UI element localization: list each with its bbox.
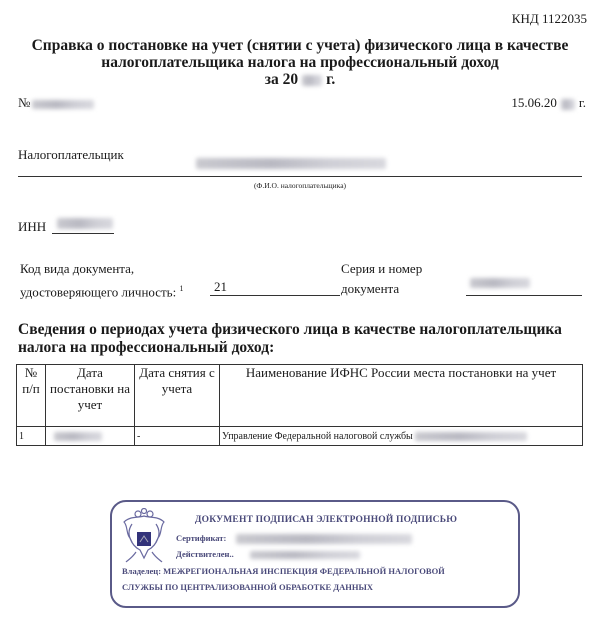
taxpayer-caption: (Ф.И.О. налогоплательщика) [253, 181, 347, 190]
document-code-label-line-2 [20, 279, 183, 302]
periods-title-line-2: налога на профессиональный доход: [18, 339, 275, 356]
redacted-year [302, 75, 322, 86]
periods-title-line-1: Сведения о периодах учета физического лица в качестве налогоплательщика [18, 321, 562, 338]
table-header-row [17, 365, 583, 427]
inn-underline [52, 233, 114, 234]
document-series-underline [466, 295, 582, 296]
document-code-label [20, 259, 183, 302]
title-line-3 [0, 71, 600, 88]
column-header-registration-date: Дата постановки на учет [46, 365, 135, 427]
series-label-line-2: документа [341, 281, 400, 296]
document-series-label [341, 259, 422, 299]
table-row [17, 427, 583, 446]
inn-label: ИНН [18, 219, 47, 234]
date-suffix: г. [578, 95, 586, 110]
document-code-label-text: удостоверяющего личность: [20, 284, 177, 300]
valid-row [176, 549, 360, 559]
redacted-certificate [236, 534, 412, 544]
title-line-1: Справка о постановке на учет (снятии с учета) физического лица в качестве [31, 37, 569, 54]
redacted-date-year [561, 99, 575, 110]
cell-ifns-name [220, 427, 583, 446]
footnote-marker: 1 [179, 284, 184, 293]
document-code-label-line-1: Код вида документа, [20, 261, 135, 276]
document-title [0, 37, 600, 88]
redacted-number [32, 100, 94, 109]
redacted-validity [250, 551, 360, 559]
redacted-inn [57, 218, 113, 229]
cell-number: 1 [17, 427, 46, 446]
electronic-signature-stamp [110, 500, 520, 608]
redacted-taxpayer-name [196, 158, 386, 169]
knd-code: КНД 1122035 [511, 11, 587, 26]
owner-line-1: Владелец: МЕЖРЕГИОНАЛЬНАЯ ИНСПЕКЦИЯ ФЕДЕРАЛЬНОЙ НАЛОГОВОЙ [122, 566, 445, 576]
column-header-number: № п/п [17, 365, 46, 427]
certificate-label: Сертификат: [176, 533, 227, 543]
owner-line-2: СЛУЖБЫ ПО ЦЕНТРАЛИЗОВАННОЙ ОБРАБОТКЕ ДАННЫХ [122, 582, 374, 592]
periods-section-title [18, 321, 598, 357]
cell-deregistration-date: - [135, 427, 220, 446]
document-code-value: 21 [214, 279, 227, 294]
stamp-title: ДОКУМЕНТ ПОДПИСАН ЭЛЕКТРОННОЙ ПОДПИСЬЮ [194, 515, 458, 525]
title-year-suffix: г. [326, 71, 336, 88]
owner-text [122, 563, 512, 595]
taxpayer-label: Налогоплательщик [18, 147, 124, 162]
taxpayer-underline [18, 176, 582, 177]
cell-registration-date [46, 427, 135, 446]
certificate-row [176, 533, 412, 544]
redacted-registration-date [54, 432, 102, 441]
column-header-ifns-name: Наименование ИФНС России места постановки на учет [220, 365, 583, 427]
ifns-name-text: Управление Федеральной налоговой службы [222, 430, 413, 442]
periods-table [16, 364, 583, 446]
date-prefix: 15.06.20 [511, 95, 557, 110]
valid-label: Действителен.. [176, 549, 234, 559]
title-line-2: налогоплательщика налога на профессиональный доход [101, 54, 499, 71]
document-date [511, 95, 586, 111]
number-sign: № [18, 95, 31, 110]
title-year-prefix: за 20 [264, 71, 299, 88]
column-header-deregistration-date: Дата снятия с учета [135, 365, 220, 427]
document-number [18, 95, 94, 111]
document-code-underline [210, 295, 340, 296]
redacted-ifns-region [415, 432, 527, 441]
series-label-line-1: Серия и номер [341, 261, 423, 276]
redacted-document-series [470, 278, 530, 288]
